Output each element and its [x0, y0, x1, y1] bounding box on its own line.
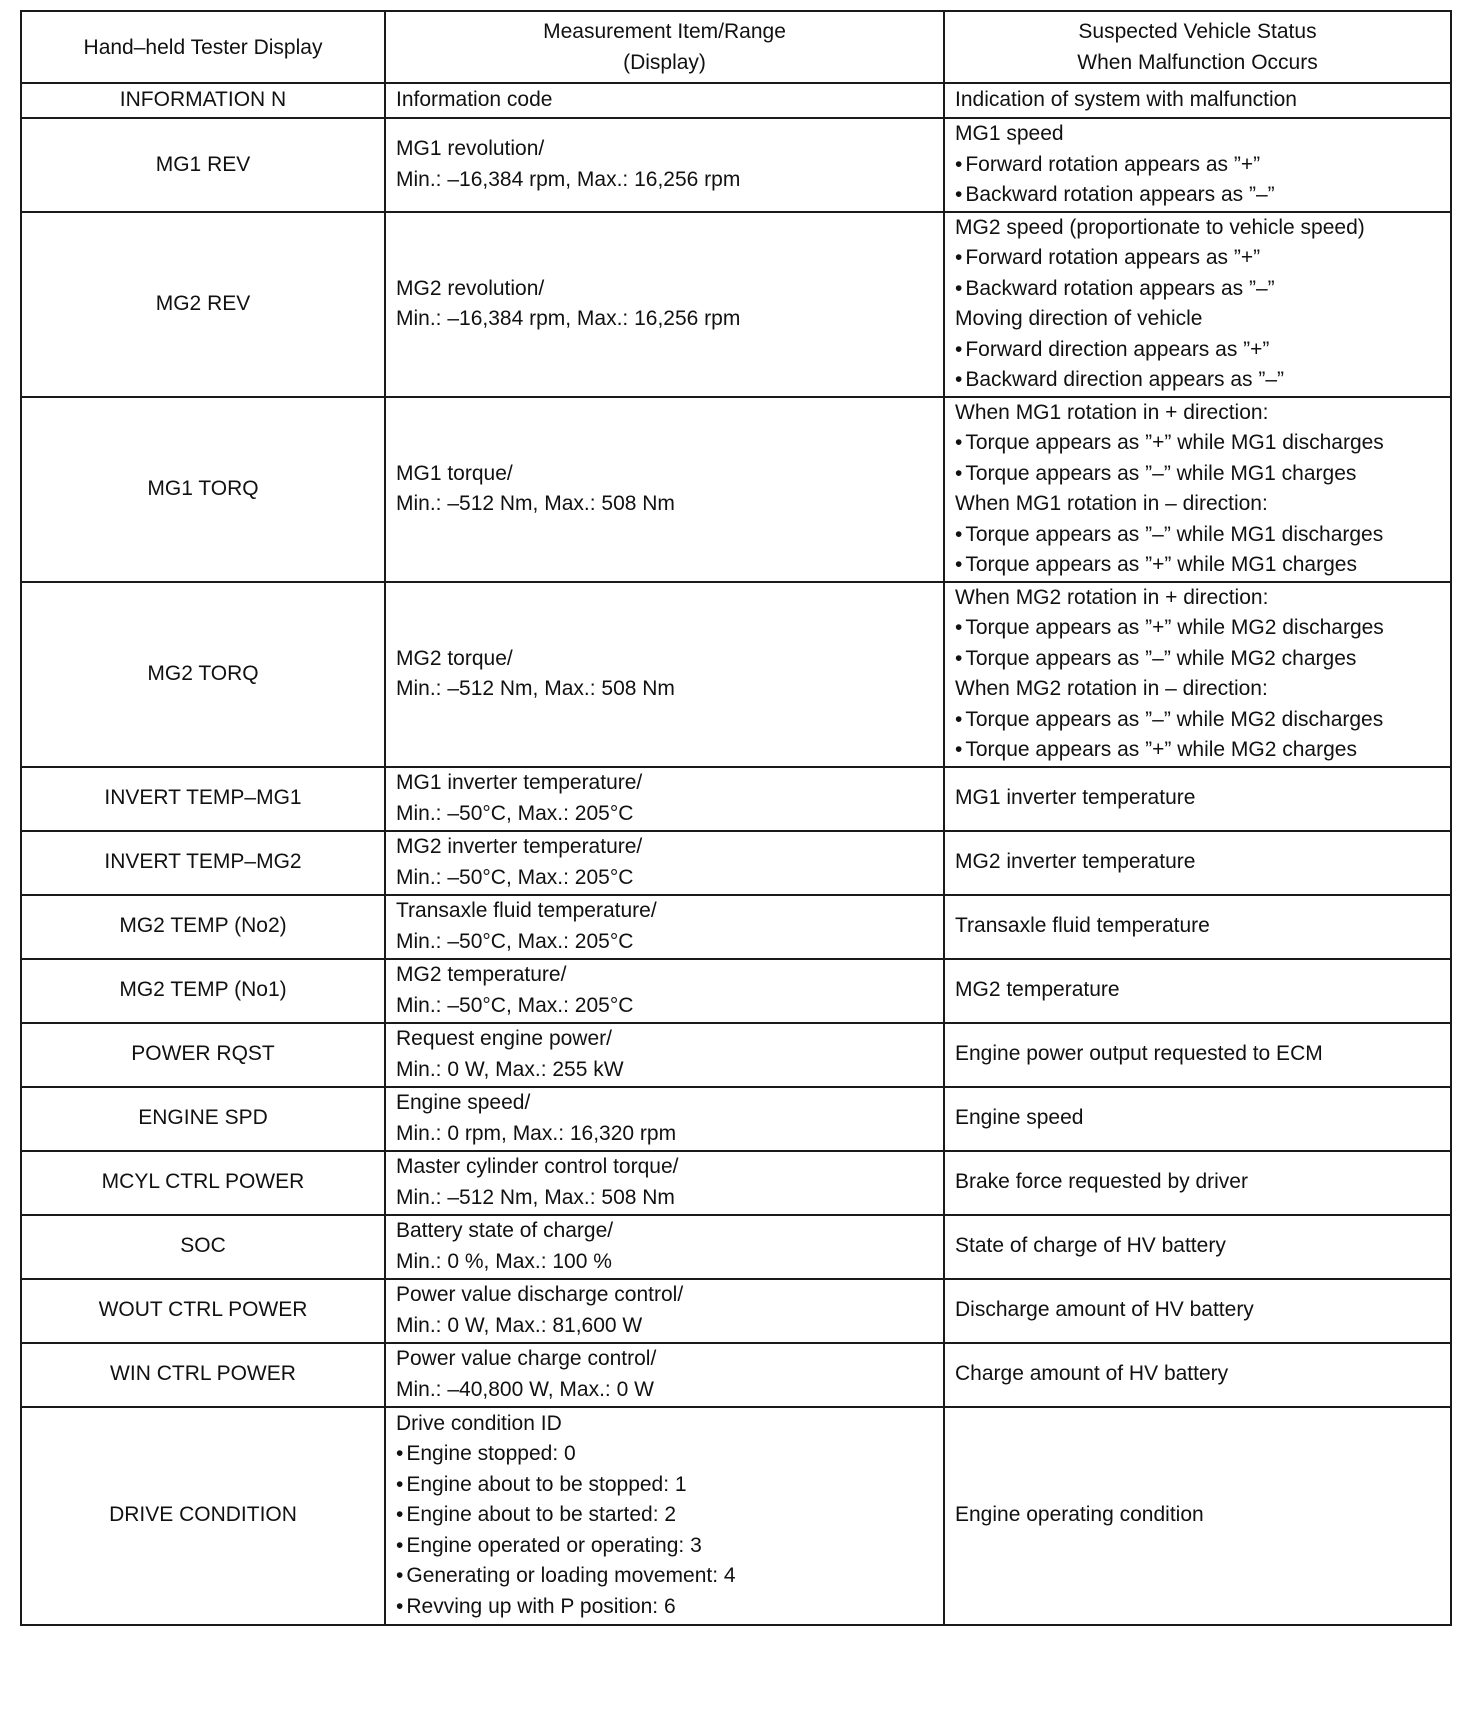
measurement-cell: Master cylinder control torque/ Min.: –512 Nm, Max.: 508 Nm — [385, 1151, 944, 1215]
measurement-cell: Battery state of charge/ Min.: 0 %, Max.: 100 % — [385, 1215, 944, 1279]
tester-display-table — [20, 10, 1452, 1626]
table-row — [21, 397, 1451, 582]
status-cell: When MG1 rotation in + direction: • Torque appears as ”+” while MG1 discharges • Torque appears as ”–” while MG1 charges When MG1 rotation in – direction: • Torque appears as ”–” while MG1 discharges • Torque appears as ”+” while MG1 charges — [944, 397, 1451, 582]
measurement-cell: Request engine power/ Min.: 0 W, Max.: 255 kW — [385, 1023, 944, 1087]
status-cell: Engine power output requested to ECM — [944, 1023, 1451, 1087]
display-cell: INVERT TEMP–MG1 — [21, 767, 385, 831]
measurement-cell: Transaxle fluid temperature/ Min.: –50°C, Max.: 205°C — [385, 895, 944, 959]
display-cell: INVERT TEMP–MG2 — [21, 831, 385, 895]
table-row — [21, 118, 1451, 212]
status-cell: State of charge of HV battery — [944, 1215, 1451, 1279]
display-cell: ENGINE SPD — [21, 1087, 385, 1151]
header-suspected-status: Suspected Vehicle Status When Malfunction Occurs — [944, 11, 1451, 83]
table-row — [21, 1087, 1451, 1151]
table-row — [21, 1023, 1451, 1087]
display-cell: MG1 TORQ — [21, 397, 385, 582]
measurement-cell: MG1 torque/ Min.: –512 Nm, Max.: 508 Nm — [385, 397, 944, 582]
table-row — [21, 1279, 1451, 1343]
table-row — [21, 212, 1451, 397]
header-row — [21, 11, 1451, 83]
measurement-cell: MG2 revolution/ Min.: –16,384 rpm, Max.: 16,256 rpm — [385, 212, 944, 397]
status-cell: Transaxle fluid temperature — [944, 895, 1451, 959]
status-cell: Charge amount of HV battery — [944, 1343, 1451, 1407]
display-cell: WIN CTRL POWER — [21, 1343, 385, 1407]
table-row — [21, 83, 1451, 118]
measurement-cell: MG2 torque/ Min.: –512 Nm, Max.: 508 Nm — [385, 582, 944, 767]
status-cell: Engine operating condition — [944, 1407, 1451, 1625]
table-row — [21, 831, 1451, 895]
status-cell: Discharge amount of HV battery — [944, 1279, 1451, 1343]
table-row — [21, 895, 1451, 959]
display-cell: POWER RQST — [21, 1023, 385, 1087]
display-cell: MCYL CTRL POWER — [21, 1151, 385, 1215]
measurement-cell: MG2 inverter temperature/ Min.: –50°C, Max.: 205°C — [385, 831, 944, 895]
measurement-cell: Power value discharge control/ Min.: 0 W, Max.: 81,600 W — [385, 1279, 944, 1343]
status-cell: When MG2 rotation in + direction: • Torque appears as ”+” while MG2 discharges • Torque appears as ”–” while MG2 charges When MG2 rotation in – direction: • Torque appears as ”–” while MG2 discharges • Torque appears as ”+” while MG2 charges — [944, 582, 1451, 767]
table-row — [21, 1151, 1451, 1215]
table-row — [21, 767, 1451, 831]
display-cell: WOUT CTRL POWER — [21, 1279, 385, 1343]
status-cell: MG2 inverter temperature — [944, 831, 1451, 895]
display-cell: MG2 TEMP (No1) — [21, 959, 385, 1023]
status-cell: Engine speed — [944, 1087, 1451, 1151]
measurement-cell: Drive condition ID • Engine stopped: 0 • Engine about to be stopped: 1 • Engine about to be started: 2 • Engine operated or operating: 3 • Generating or loading movement: 4 • Revving up with P position: 6 — [385, 1407, 944, 1625]
status-cell: MG1 inverter temperature — [944, 767, 1451, 831]
table-row — [21, 1215, 1451, 1279]
measurement-cell: Power value charge control/ Min.: –40,800 W, Max.: 0 W — [385, 1343, 944, 1407]
measurement-cell: Information code — [385, 83, 944, 118]
display-cell: SOC — [21, 1215, 385, 1279]
display-cell: INFORMATION N — [21, 83, 385, 118]
display-cell: MG2 REV — [21, 212, 385, 397]
display-cell: DRIVE CONDITION — [21, 1407, 385, 1625]
status-cell: MG2 temperature — [944, 959, 1451, 1023]
header-tester-display: Hand–held Tester Display — [21, 11, 385, 83]
status-cell: Indication of system with malfunction — [944, 83, 1451, 118]
measurement-cell: MG1 inverter temperature/ Min.: –50°C, Max.: 205°C — [385, 767, 944, 831]
table-row — [21, 1407, 1451, 1625]
measurement-cell: Engine speed/ Min.: 0 rpm, Max.: 16,320 rpm — [385, 1087, 944, 1151]
status-cell: MG2 speed (proportionate to vehicle speed) • Forward rotation appears as ”+” • Backward rotation appears as ”–” Moving direction of vehicle • Forward direction appears as ”+” • Backward direction appears as ”–” — [944, 212, 1451, 397]
table-row — [21, 582, 1451, 767]
header-measurement-item: Measurement Item/Range (Display) — [385, 11, 944, 83]
status-cell: MG1 speed • Forward rotation appears as ”+” • Backward rotation appears as ”–” — [944, 118, 1451, 212]
status-cell: Brake force requested by driver — [944, 1151, 1451, 1215]
measurement-cell: MG1 revolution/ Min.: –16,384 rpm, Max.: 16,256 rpm — [385, 118, 944, 212]
display-cell: MG2 TORQ — [21, 582, 385, 767]
display-cell: MG1 REV — [21, 118, 385, 212]
table-row — [21, 1343, 1451, 1407]
display-cell: MG2 TEMP (No2) — [21, 895, 385, 959]
measurement-cell: MG2 temperature/ Min.: –50°C, Max.: 205°C — [385, 959, 944, 1023]
table-row — [21, 959, 1451, 1023]
